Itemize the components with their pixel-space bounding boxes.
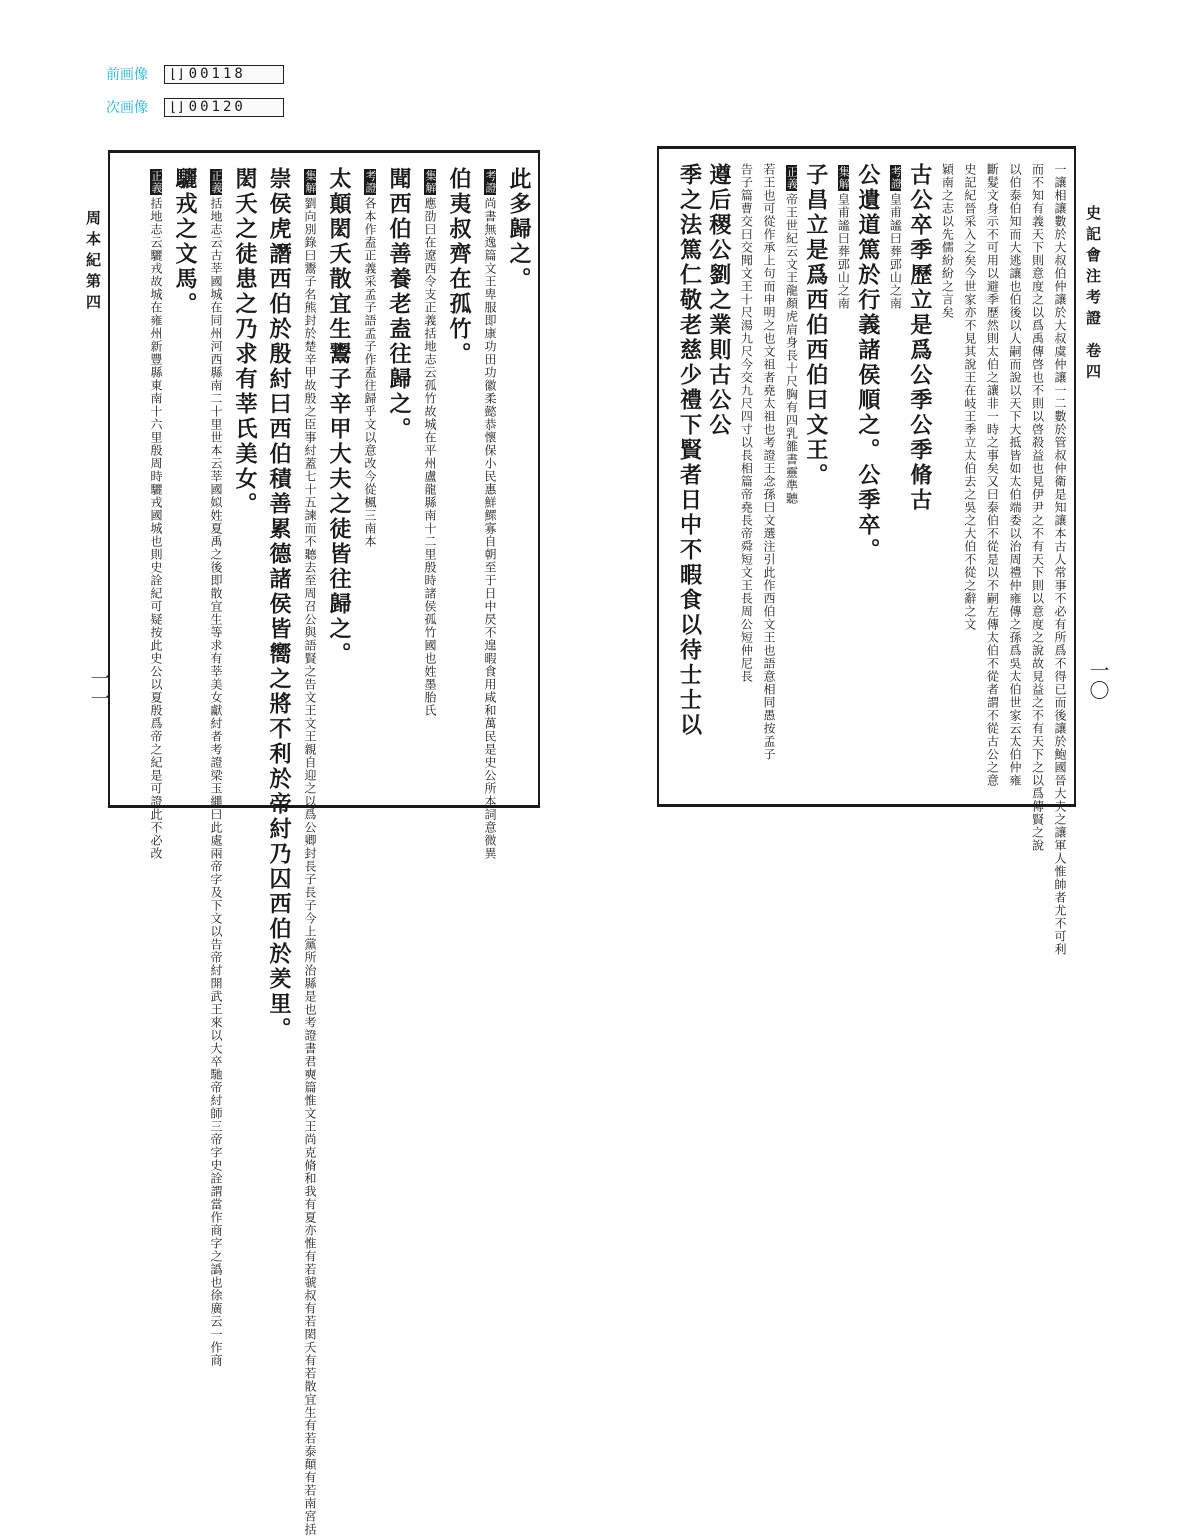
main-text-column: 公遺道篤於行義諸侯順之。公季卒。 bbox=[854, 163, 881, 563]
commentary-column: 一讓相讓數於大叔伯仲讓於大叔虞仲讓一二數於管叔仲衛是知讓本古人常事不必有所爲不得已而後讓於鮑國晉大夫之讓軍人惟帥者尤不可利 bbox=[1052, 163, 1067, 956]
commentary-column bbox=[470, 167, 497, 860]
commentary-column bbox=[136, 167, 163, 860]
left-page-outer-border bbox=[538, 153, 540, 805]
commentary-column bbox=[827, 163, 850, 790]
left-page-header: 周本紀第四 bbox=[84, 210, 102, 315]
main-text-column: 遵后稷公劉之業則古公公 bbox=[705, 163, 732, 438]
right-page-header: 史記會注考證 卷四 bbox=[1084, 205, 1102, 385]
commentary-column: 穎南之志以先儒紛紛之言矣 bbox=[940, 163, 955, 319]
commentary-column: 斷髮文身示不可用以避季歷然則太伯之讓非一時之事矣又曰泰伯不從是以不嗣左傳太伯不從者謂不從古公之意 bbox=[985, 163, 1000, 787]
prev-image-nav bbox=[106, 63, 284, 85]
commentary-text: 括地志云驪戎故城在雍州新豐縣東南十六里殷周時驪戎國城也則史詮紀可疑按此史公以夏殷爲帝之紀是可證此不必改 bbox=[149, 197, 163, 860]
commentary-column bbox=[410, 167, 436, 791]
commentary-column bbox=[290, 167, 317, 1536]
commentary-column bbox=[879, 163, 902, 790]
right-page-number: 一〇 bbox=[1086, 660, 1110, 700]
main-text-column: 子昌立是爲西伯西伯曰文王。 bbox=[802, 163, 829, 488]
prev-image-code-box[interactable] bbox=[164, 65, 284, 84]
main-text-column: 聞西伯善養老盍往歸之。 bbox=[386, 167, 412, 442]
left-page-number: 一一 bbox=[87, 668, 111, 708]
commentary-column: 而不知有義天下則意度之以爲禹傳啓也不則以啓殺益也見伊尹之不有天下則以意度之說故見益之不有天下之以爲傳賢之說 bbox=[1030, 163, 1045, 852]
commentary-tag: 正義 bbox=[210, 170, 223, 194]
main-text-column: 閎夭之徒患之乃求有莘氏美女。 bbox=[232, 167, 258, 517]
commentary-text: 皇甫謐曰葬郖山之南 bbox=[836, 193, 851, 310]
commentary-text: 劉向別錄曰鬻子名熊封於楚辛甲故殷之臣事紂蓋七十五諫而不聽去至周召公與語賢之告文王文王親自迎之以爲公卿封長子長子今上黨所治縣是也考證書君奭篇惟文王尚克脩和我有夏亦惟有若虢叔有若閎夭有若散宜生有若泰顛有若南宮括 bbox=[303, 197, 317, 1536]
commentary-text: 各本作盍正義采孟子語孟子作盍往歸乎文以意改今從楓三南本 bbox=[363, 197, 377, 548]
right-page-outer-border bbox=[1074, 149, 1076, 804]
bracket-icon: ⌊⌋ bbox=[169, 66, 185, 82]
main-text-column: 驪戎之文馬。 bbox=[172, 167, 198, 317]
commentary-column: 告子篇曹交曰交聞文王十尺湯九尺今交九尺四寸以長相篇帝堯長帝舜短文王長周公短仲尼長 bbox=[739, 163, 754, 683]
commentary-text: 帝王世紀云文王龍顏虎肩身長十尺胸有四乳雒書靈準聽 bbox=[784, 193, 799, 505]
commentary-tag: 考證 bbox=[889, 166, 903, 190]
commentary-tag: 正義 bbox=[785, 166, 799, 190]
prev-image-link[interactable]: 前画像 bbox=[106, 67, 148, 83]
commentary-tag: 集解 bbox=[304, 170, 317, 194]
commentary-text: 應劭曰在遼西令支正義括地志云孤竹故城在平州盧龍縣南十二里殷時諸侯孤竹國也姓墨胎氏 bbox=[423, 197, 437, 717]
next-image-link[interactable]: 次画像 bbox=[106, 100, 148, 116]
commentary-tag: 集解 bbox=[837, 166, 851, 190]
bracket-icon: ⌊⌋ bbox=[169, 99, 185, 115]
prev-image-code: 00118 bbox=[188, 66, 246, 82]
commentary-column: 若王也可從作承上句而申明之也文祖者堯太祖也考證王念孫曰文選注引此作西伯文王也語意相同愚按孟子 bbox=[761, 163, 776, 761]
commentary-tag: 集解 bbox=[424, 170, 437, 194]
commentary-column bbox=[775, 163, 798, 790]
commentary-tag: 正義 bbox=[150, 170, 163, 194]
commentary-text: 尚書無逸篇文王卑服即康功田功徽柔懿恭懷保小民惠鮮鰥寡自朝至于日中昃不遑暇食用咸和萬民是史公所本詞意微異 bbox=[483, 197, 497, 860]
commentary-column bbox=[196, 167, 223, 1367]
right-page-inner-border bbox=[657, 149, 659, 804]
left-page bbox=[108, 150, 540, 1536]
commentary-tag: 考證 bbox=[484, 170, 497, 194]
main-text-column: 伯夷叔齊在孤竹。 bbox=[446, 167, 472, 367]
main-text-column: 季之法篤仁敬老慈少禮下賢者日中不暇食以待士士以 bbox=[676, 163, 703, 738]
main-text-column: 太顛閎夭散宜生鬻子辛甲大夫之徒皆往歸之。 bbox=[326, 167, 352, 667]
commentary-column: 史記紀晉采入之矣今世家亦不見其說王在岐王季立太伯去之吳之大伯不從之辭之文 bbox=[962, 163, 977, 631]
commentary-tag: 考證 bbox=[364, 170, 377, 194]
next-image-code: 00120 bbox=[188, 99, 246, 115]
commentary-column bbox=[350, 167, 376, 791]
next-image-nav bbox=[106, 96, 284, 118]
commentary-text: 括地志云古莘國城在同州河西縣南二十里世本云莘國姒姓夏禹之後即散宜生等求有莘美女獻紂者考證梁玉繩曰此處兩帝字及下文以告帝紂開武王來以大卒馳帝紂師三帝字史詮謂當作商字之譌也徐廣云一作商 bbox=[209, 197, 223, 1367]
commentary-text: 皇甫謐曰葬郖山之南 bbox=[888, 193, 903, 310]
right-page bbox=[657, 146, 1076, 956]
main-text-column: 此多歸之。 bbox=[506, 167, 532, 292]
commentary-column: 以伯泰伯知而大逃讓也伯後以人嗣而說以天下大抵皆如太伯端委以治周禮仲雍傳之孫爲吳太伯世家云太伯仲雍 bbox=[1007, 163, 1022, 787]
main-text-column: 崇侯虎譖西伯於殷紂曰西伯積善累德諸侯皆嚮之將不利於帝紂乃囚西伯於羑里。 bbox=[266, 167, 292, 1042]
next-image-code-box[interactable] bbox=[164, 98, 284, 117]
main-text-column: 古公卒季歷立是爲公季公季脩古 bbox=[906, 163, 933, 513]
